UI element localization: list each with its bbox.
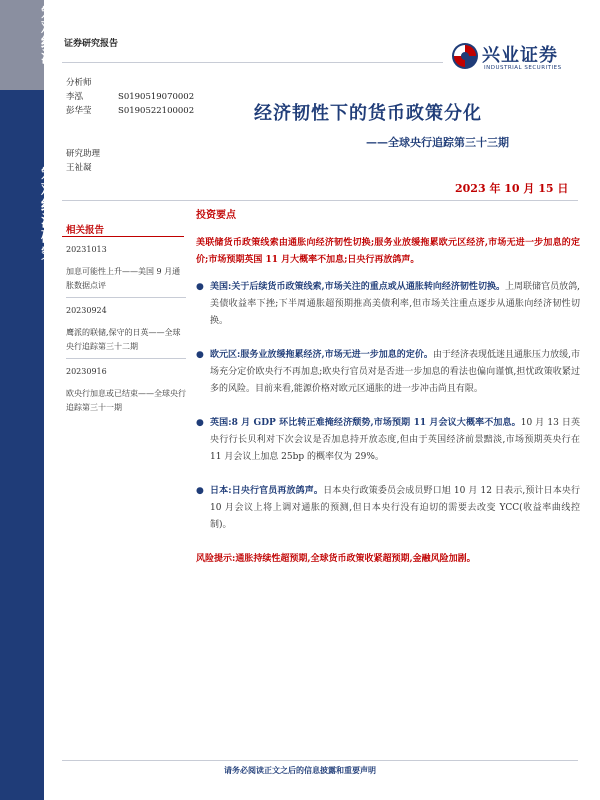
bullet-lead: 美国:关于后续货币政策线索,市场关注的重点或从通胀转向经济韧性切换。 [210, 282, 505, 292]
header-divider [62, 62, 443, 63]
assistant-name: 王祉凝 [66, 163, 92, 173]
risk-text: 通胀持续性超预期,全球货币政策收紧超预期,金融风险加剧。 [235, 554, 476, 564]
assistant-block [66, 147, 100, 175]
assistant-label: 研究助理 [66, 149, 101, 159]
risk-label: 风险提示: [196, 554, 236, 564]
analyst-name: 彭华莹 [66, 106, 92, 116]
company-logo [450, 40, 600, 74]
sidebar-top-label: 宏观经济 [39, 4, 57, 64]
doc-type-label: 证券研究报告 [64, 39, 119, 49]
summary-paragraph: 美联储货币政策线索由通胀向经济韧性切换;服务业放缓拖累欧元区经济,市场无进一步加息的定价;市场预期英国 11 月大概率不加息;日央行再放鸽声。 [196, 238, 580, 265]
report-date: 2023 年 10 月 15 日 [455, 182, 569, 195]
report-title: 经济韧性下的货币政策分化 [254, 103, 482, 124]
logo-english-name: INDUSTRIAL SECURITIES [484, 65, 562, 71]
bullet-japan [196, 483, 580, 534]
analyst-id: S0190522100002 [118, 106, 195, 116]
section-divider [62, 200, 578, 201]
sidebar-bottom-label: 宏观经济研究 [39, 165, 57, 261]
bullet-dot-icon: ● [196, 350, 204, 360]
analyst-block [66, 76, 194, 118]
logo-chinese-name: 兴业证券 [482, 45, 558, 66]
related-report-date: 20231013 [66, 245, 107, 254]
analyst-label: 分析师 [66, 78, 92, 88]
bullet-uk [196, 415, 580, 466]
main-content [196, 205, 580, 568]
footer-disclaimer[interactable]: 请务必阅读正文之后的信息披露和重要声明 [224, 765, 376, 775]
bullet-lead: 日本:日央行官员再放鸽声。 [210, 486, 324, 496]
bullet-list [196, 279, 580, 534]
bullet-eurozone [196, 347, 580, 398]
related-divider [66, 358, 186, 359]
industrial-securities-logo-icon [450, 41, 480, 71]
sidebar-bottom-block [0, 90, 57, 800]
report-subtitle: ——全球央行追踪第三十三期 [366, 136, 509, 149]
related-reports-heading: 相关报告 [66, 225, 105, 236]
related-report-item[interactable] [66, 243, 186, 293]
sidebar-top-block [0, 0, 57, 90]
related-report-date: 20230924 [66, 306, 107, 315]
investment-highlights-heading: 投资要点 [196, 210, 236, 221]
bullet-dot-icon: ● [196, 282, 204, 292]
related-report-title: 鹰派的联储,保守的日英——全球央行追踪第三十二期 [66, 328, 181, 351]
bullet-lead: 欧元区:服务业放缓拖累经济,市场无进一步加息的定价。 [210, 350, 433, 360]
related-report-date: 20230916 [66, 367, 107, 376]
related-report-item[interactable] [66, 365, 186, 415]
bullet-body: 10 月 13 日英央行行长贝利对下次会议是否加息持开放态度,但由于英国经济前景黯淡,市场预期英央行在 11 月会议上加息 25bp 的概率仅为 29%。 [210, 418, 580, 462]
bullet-us [196, 279, 580, 330]
bullet-body: 日本央行政策委员会成员野口旭 10 月 12 日表示,预计日本央行 10 月会议上将上调对通胀的预测,但日本央行没有迫切的需要去改变 YCC(收益率曲线控制)。 [210, 486, 580, 530]
sidebar-band [0, 0, 57, 800]
bullet-body: 由于经济表现低迷且通胀压力放缓,市场充分定价欧央行不再加息;欧央行官员对是否进一步加息的看法也偏向谨慎,担忧政策收紧过多的风险。目前来看,能源价格对欧元区通胀的进一步冲击尚且有限。 [210, 350, 580, 394]
analyst-row [66, 90, 194, 104]
analyst-name: 李泓 [66, 92, 84, 102]
bullet-lead: 英国:8 月 GDP 环比转正难掩经济颓势,市场预期 11 月会议大概率不加息。 [210, 418, 521, 428]
related-report-title: 加息可能性上升——美国 9 月通胀数据点评 [66, 267, 181, 290]
bullet-dot-icon: ● [196, 418, 204, 428]
related-report-title: 欧央行加息或已结束——全球央行追踪第三十一期 [66, 389, 186, 412]
related-reports-rule [62, 236, 184, 237]
footer-divider [62, 760, 578, 761]
analyst-id: S0190519070002 [118, 92, 195, 102]
related-divider [66, 297, 186, 298]
analyst-row [66, 104, 194, 118]
related-reports-list [66, 243, 186, 419]
bullet-dot-icon: ● [196, 486, 204, 496]
bullet-body: 上周联储官员放鸽,美债收益率下挫;下半周通胀超预期推高美债利率,但市场关注重点逐步从通胀向经济韧性切换。 [210, 282, 580, 326]
related-report-item[interactable] [66, 304, 186, 354]
risk-warning [196, 551, 580, 568]
